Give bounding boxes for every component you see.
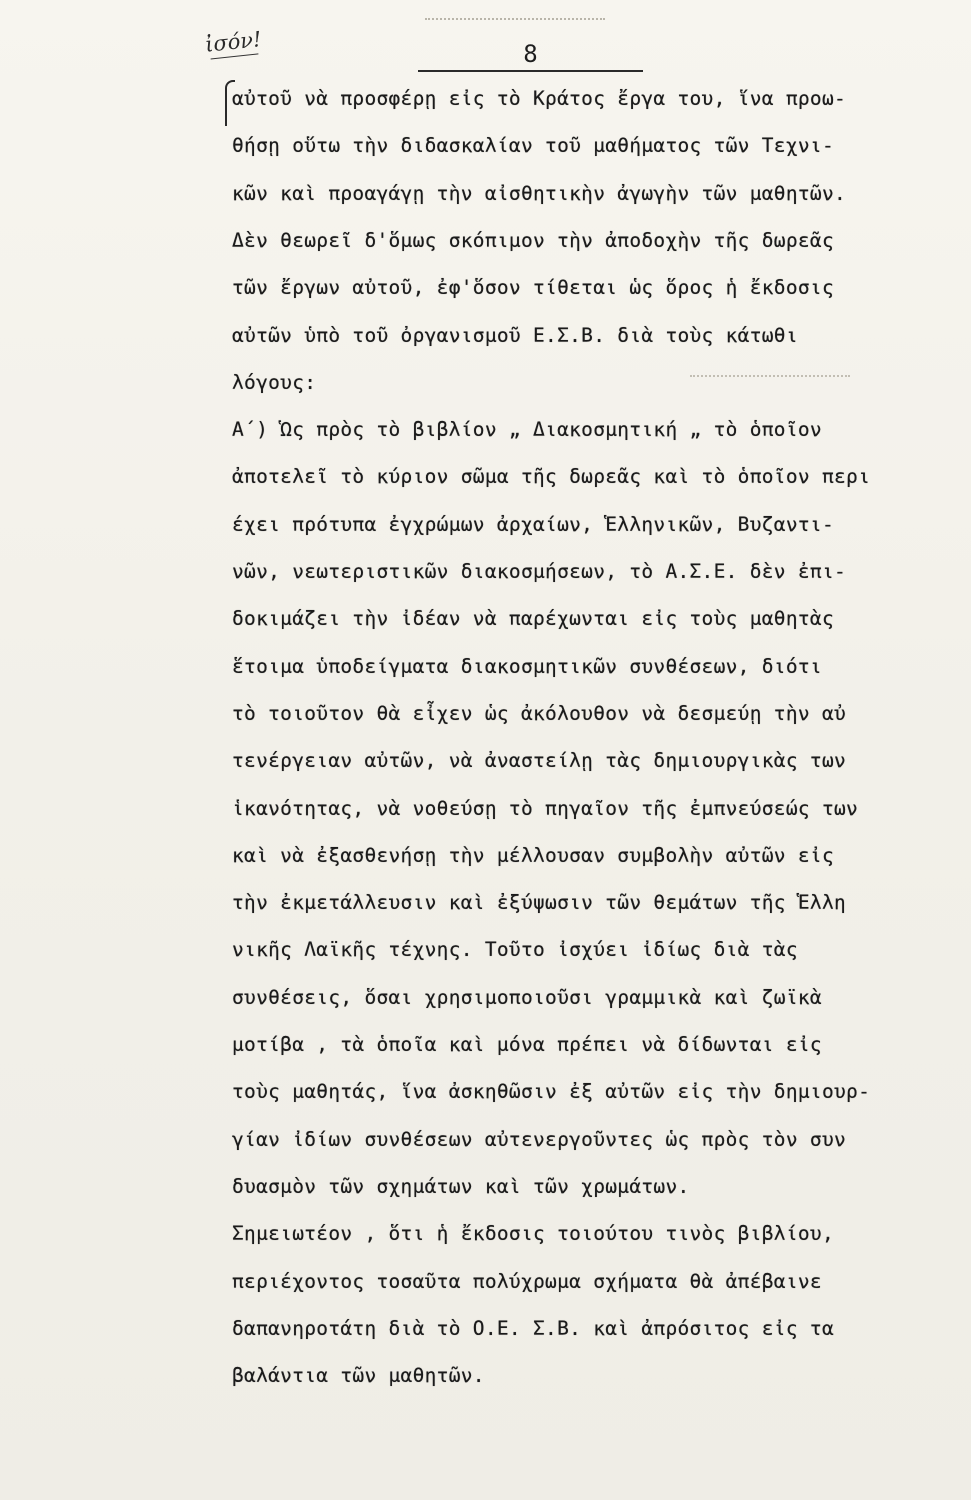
- text-line: νῶν, νεωτεριστικῶν διακοσμήσεων, τὸ Α.Σ.Ε. δὲν ἐπι-: [232, 560, 847, 583]
- page-number: 8: [418, 40, 643, 72]
- text-line: αὐτοῦ νὰ προσφέρῃ εἰς τὸ Κράτος ἔργα του, ἵνα προω-: [232, 87, 847, 110]
- text-line: ἱκανότητας, νὰ νοθεύσῃ τὸ πηγαῖον τῆς ἐμπνεύσεώς των: [232, 796, 859, 820]
- text-line: έχει πρότυπα ἐγχρώμων ἀρχαίων, Ἑλληνικῶν, Βυζαντι-: [232, 512, 834, 536]
- text-line: δυασμὸν τῶν σχημάτων καὶ τῶν χρωμάτων.: [232, 1174, 690, 1198]
- text-line: δαπανηροτάτη διὰ τὸ Ο.Ε. Σ.Β. καὶ ἀπρόσιτος εἰς τα: [232, 1316, 834, 1340]
- text-line: τὸ τοιοῦτον θὰ εἶχεν ὡς ἀκόλουθον νὰ δεσμεύῃ τὴν αὐ: [232, 701, 847, 725]
- text-line: ἕτοιμα ὑποδείγματα διακοσμητικῶν συνθέσεων, διότι: [232, 654, 822, 678]
- text-line: κῶν καὶ προαγάγῃ τὴν αἰσθητικὴν ἀγωγὴν τῶν μαθητῶν.: [232, 181, 847, 205]
- text-line: γίαν ἰδίων συνθέσεων αὐτενεργοῦντες ὡς πρὸς τὸν συν: [232, 1127, 847, 1151]
- text-line: Δὲν θεωρεῖ δ'ὅμως σκόπιμον τὴν ἀποδοχὴν τῆς δωρεᾶς: [232, 228, 834, 252]
- text-line: τῶν ἔργων αὐτοῦ, ἐφ'ὅσον τίθεται ὡς ὅρος ἡ ἔκδοσις: [232, 276, 834, 300]
- top-dotted-rule: [425, 18, 605, 20]
- text-line: τοὺς μαθητάς, ἵνα ἀσκηθῶσιν ἐξ αὐτῶν εἰς τὴν δημιουρ-: [232, 1080, 871, 1104]
- text-line: λόγους:: [232, 370, 317, 394]
- text-line: θήσῃ οὕτω τὴν διδασκαλίαν τοῦ μαθήματος τῶν Τεχνι-: [232, 134, 834, 158]
- text-line: αὐτῶν ὑπὸ τοῦ ὀργανισμοῦ Ε.Σ.Β. διὰ τοὺς κάτωθι: [232, 323, 798, 347]
- text-line: Α΄) Ὡς πρὸς τὸ βιβλίον „ Διακοσμητική „ τὸ ὁποῖον: [232, 418, 822, 442]
- text-line: τενέργειαν αὐτῶν, νὰ ἀναστείλῃ τὰς δημιουργικὰς των: [232, 749, 847, 773]
- text-line: βαλάντια τῶν μαθητῶν.: [232, 1364, 485, 1388]
- text-line: Σημειωτέον , ὅτι ἡ ἔκδοσις τοιούτου τινὸς βιβλίου,: [232, 1222, 834, 1246]
- text-line: νικῆς Λαϊκῆς τέχνης. Τοῦτο ἰσχύει ἰδίως διὰ τὰς: [232, 938, 798, 962]
- text-line: συνθέσεις, ὅσαι χρησιμοποιοῦσι γραμμικὰ καὶ ζωϊκὰ: [232, 985, 822, 1009]
- text-line: περιέχοντος τοσαῦτα πολύχρωμα σχήματα θὰ ἀπέβαινε: [232, 1269, 822, 1293]
- text-line: τὴν ἐκμετάλλευσιν καὶ ἐξύψωσιν τῶν θεμάτων τῆς Ἑλλη: [232, 891, 847, 915]
- text-line: καὶ νὰ ἐξασθενήσῃ τὴν μέλλουσαν συμβολὴν αὐτῶν εἰς: [232, 843, 834, 867]
- text-line: δοκιμάζει τὴν ἰδέαν νὰ παρέχωνται εἰς τοὺς μαθητὰς: [232, 607, 834, 631]
- text-line: μοτίβα , τὰ ὁποῖα καὶ μόνα πρέπει νὰ δίδωνται εἰς: [232, 1033, 822, 1056]
- text-line: ἀποτελεῖ τὸ κύριον σῶμα τῆς δωρεᾶς καὶ τὸ ὁποῖον περι: [232, 465, 871, 489]
- handwritten-margin-note: ἰσόν!: [203, 27, 263, 57]
